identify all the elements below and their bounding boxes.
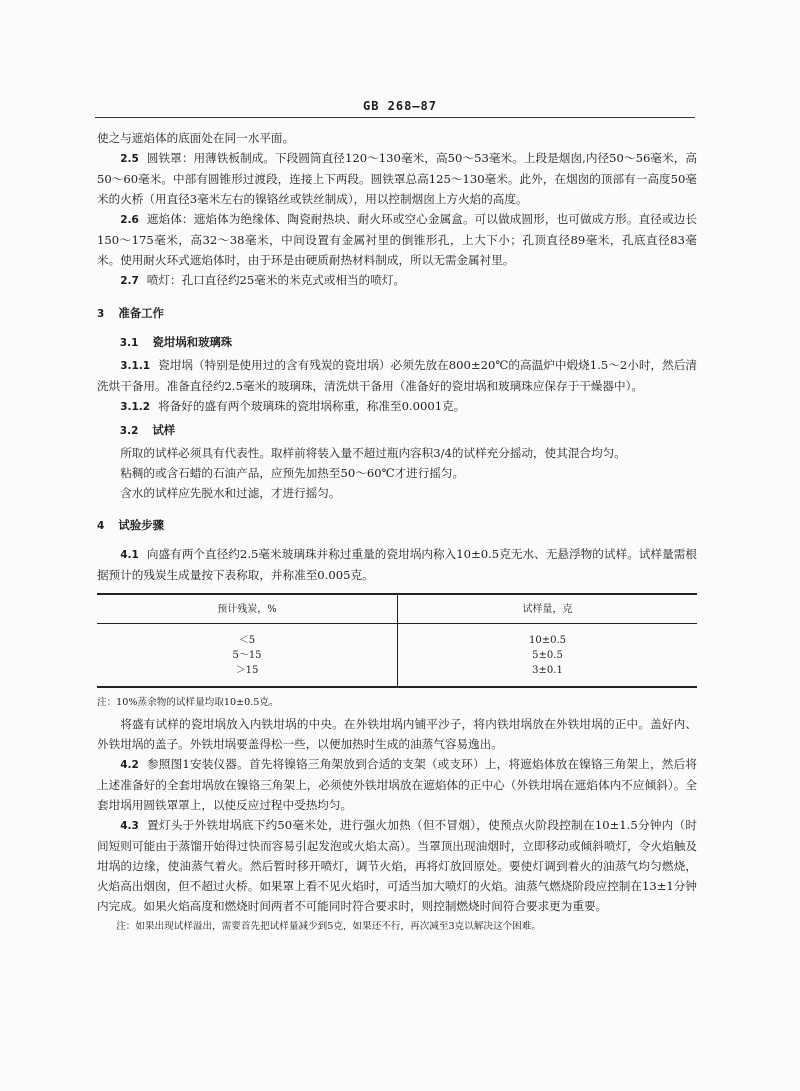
table-cell: 5±0.5 bbox=[532, 650, 563, 661]
clause-number: 4.3 bbox=[120, 820, 139, 832]
subsection-number: 3.1 bbox=[119, 337, 139, 349]
table-cell: 10±0.5 bbox=[528, 635, 566, 646]
clause-text: 瓷坩埚（特别是使用过的含有残炭的瓷坩埚）必须先放在800±20℃的高温炉中煅烧1.5～2小时，然后清洗烘干备用。准备直径约2.5毫米的玻璃珠，清洗烘干备用（准备好的瓷坩埚和玻璃珠应保存于干燥器中）。 bbox=[97, 358, 697, 393]
clause-4-3 bbox=[97, 815, 697, 916]
table-cell: 3±0.1 bbox=[398, 663, 698, 687]
clause-text: 将备好的盛有两个玻璃珠的瓷坩埚称重，称准至0.0001克。 bbox=[158, 399, 466, 413]
subsection-title: 试样 bbox=[152, 423, 176, 437]
paragraph-continuation: 使之与遮焰体的底面处在同一水平面。 bbox=[97, 131, 295, 145]
table-header-cell: 试样量，克 bbox=[398, 594, 698, 624]
clause-text: 参照图1安装仪器。首先将镍铬三角架放到合适的支架（或支环）上，将遮焰体放在镍铬三角架上，然后将上述准备好的全套坩埚放在镍铬三角架上，必须使外铁坩埚放在遮焰体的正中心（外铁坩埚在遮焰体内不应倾斜）。全套坩埚用圆铁罩罩上，以使反应过程中受热均匀。 bbox=[97, 757, 697, 812]
clause-number: 2.7 bbox=[120, 275, 139, 287]
table-row bbox=[97, 663, 697, 687]
clause-2-5 bbox=[97, 148, 697, 209]
clause-number: 2.6 bbox=[120, 214, 139, 226]
clause-text: 向盛有两个直径约2.5毫米玻璃珠并称过重量的瓷坩埚内称入10±0.5克无水、无悬浮物的试样。试样量需根据预计的残炭生成量按下表称取，并称准至0.005克。 bbox=[97, 547, 697, 582]
table-cell: 5～15 bbox=[97, 648, 398, 663]
document-header-code: GB 268—87 bbox=[362, 99, 438, 113]
subsection-heading-3-2 bbox=[97, 420, 697, 441]
header-rule bbox=[95, 117, 695, 118]
table-row bbox=[97, 648, 697, 663]
clause-text: 置灯头于外铁坩埚底下约50毫米处，进行强火加热（但不冒烟），使预点火阶段控制在10±1.5分钟内（时间短则可能由于蒸馏开始得过快而容易引起发泡或火焰太高）。当罩顶出现油烟时，立即移动或倾斜喷灯，令火焰触及坩埚的边缘，使油蒸气着火。然后暂时移开喷灯，调节火焰，再将灯放回原处。要使灯调到着火的油蒸气均匀燃烧，火焰高出烟囱，但不超过火桥。如果罩上看不见火焰时，可适当加大喷灯的火焰。油蒸气燃烧阶段应控制在13±1分钟内完成。如果火焰高度和燃烧时间两者不可能同时符合要求时，则控制燃烧时间符合要求更为重要。 bbox=[97, 818, 697, 913]
section-heading-4 bbox=[97, 515, 697, 536]
clause-number: 3.1.1 bbox=[120, 360, 151, 372]
table-note: 注：10%蒸余物的试样量均取10±0.5克。 bbox=[97, 697, 279, 708]
subsection-heading-3-1 bbox=[97, 332, 697, 353]
section-title: 试验步骤 bbox=[118, 518, 164, 532]
clause-4-1 bbox=[97, 544, 697, 585]
clause-text: 遮焰体：遮焰体为绝缘体、陶瓷耐热块、耐火环或空心金属盒。可以做成圆形，也可做成方形。直径或边长150～175毫米，高32～38毫米，中间设置有金属衬里的倒锥形孔，上大下小；孔顶直径89毫米，孔底直径83毫米。使用耐火环式遮焰体时，由于环是由硬质耐热材料制成，所以无需金属衬里。 bbox=[97, 212, 697, 267]
clause-number: 3.1.2 bbox=[120, 401, 151, 413]
bottom-note: 注：如果出现试样溢出，需要首先把试样量减少到5克，如果还不行，再次减至3克以解决这个困难。 bbox=[116, 921, 541, 932]
paragraph-sample-3: 含水的试样应先脱水和过滤，才进行摇匀。 bbox=[120, 486, 341, 500]
clause-text: 圆铁罩：用薄铁板制成。下段圆筒直径120～130毫米，高50～53毫米。上段是烟囱,内径50～56毫米，高50～60毫米。中部有圆锥形过渡段，连接上下两段。圆铁罩总高125～130毫米。此外，在烟囱的顶部有一高度50毫米的火桥（用直径3毫米左右的镍铬丝或铁丝制成），用以控制烟囱上方火焰的高度。 bbox=[97, 151, 697, 206]
sample-quantity-table bbox=[97, 593, 697, 688]
section-number: 4 bbox=[97, 520, 105, 532]
clause-text: 喷灯：孔口直径约25毫米的米克式或相当的喷灯。 bbox=[146, 273, 406, 287]
paragraph-sample-1: 所取的试样必须具有代表性。取样前将装入量不超过瓶内容积3/4的试样充分摇动，使其混合均匀。 bbox=[120, 446, 626, 460]
table-cell: ＜5 bbox=[97, 624, 398, 649]
clause-4-2 bbox=[97, 754, 697, 815]
clause-3-1-1 bbox=[97, 355, 697, 396]
paragraph-sample-2: 粘稠的或含石蜡的石油产品，应预先加热至50～60℃才进行摇匀。 bbox=[120, 466, 465, 480]
table-header-cell: 预计残炭，% bbox=[97, 594, 398, 624]
clause-3-1-2 bbox=[97, 396, 697, 417]
section-title: 准备工作 bbox=[118, 306, 164, 320]
clause-number: 2.5 bbox=[120, 153, 139, 165]
document-body bbox=[97, 128, 697, 936]
paragraph-crucible-placement: 将盛有试样的瓷坩埚放入内铁坩埚的中央。在外铁坩埚内铺平沙子，将内铁坩埚放在外铁坩埚的正中。盖好内、外铁坩埚的盖子。外铁坩埚要盖得松一些，以便加热时生成的油蒸气容易逸出。 bbox=[97, 717, 697, 751]
table-cell: ＞15 bbox=[97, 663, 398, 687]
section-heading-3 bbox=[97, 303, 697, 324]
clause-number: 4.2 bbox=[120, 759, 139, 771]
subsection-number: 3.2 bbox=[119, 425, 139, 437]
section-number: 3 bbox=[97, 308, 105, 320]
subsection-title: 瓷坩埚和玻璃珠 bbox=[152, 335, 233, 349]
clause-number: 4.1 bbox=[120, 549, 139, 561]
table-header-row bbox=[97, 594, 697, 624]
clause-2-6 bbox=[97, 209, 697, 270]
table-row bbox=[97, 624, 697, 649]
clause-2-7 bbox=[97, 270, 697, 291]
